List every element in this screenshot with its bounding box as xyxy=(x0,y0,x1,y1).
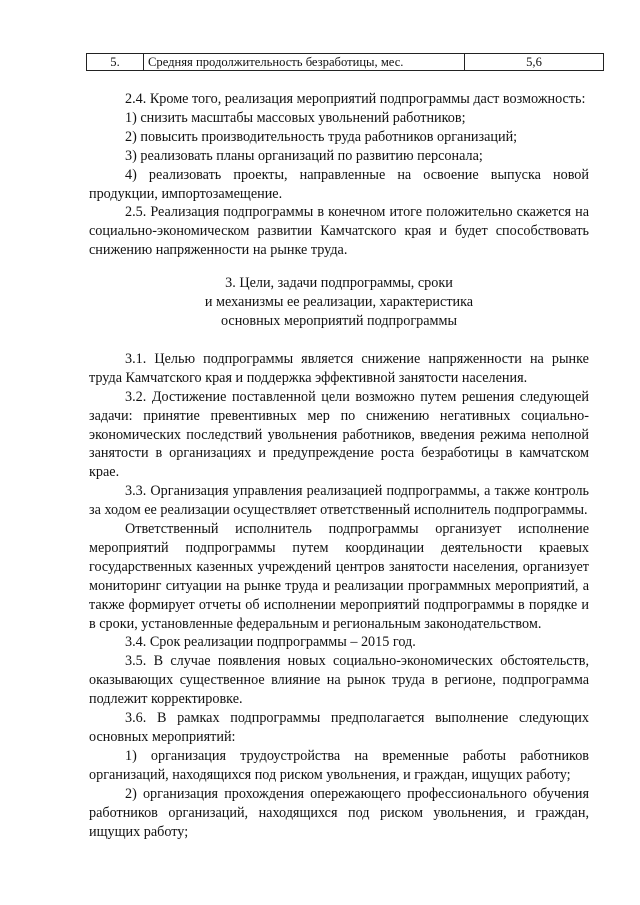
table-row xyxy=(87,54,604,71)
measure-item-1: 1) организация трудоустройства на временные работы работников организаций, находящихся под риском увольнения, и граждан, ищущих работу; xyxy=(89,747,589,783)
paragraph-3-5: 3.5. В случае появления новых социально-экономических обстоятельств, оказывающих существенное влияние на рынок труда в регионе, подпрограмма подлежит корректировке. xyxy=(89,653,589,708)
paragraph-2-5: 2.5. Реализация подпрограммы в конечном итоге положительно скажется на социально-экономическом развитии Камчатского края и будет способствовать снижению напряженности на рынке труда. xyxy=(89,204,589,259)
indicator-table xyxy=(86,53,604,71)
heading-line-1: 3. Цели, задачи подпрограммы, сроки xyxy=(225,275,453,292)
heading-line-3: основных мероприятий подпрограммы xyxy=(220,312,458,329)
paragraph-3-3: 3.3. Организация управления реализацией подпрограммы, а также контроль за ходом ее реализации осуществляет ответственный исполнитель подпрограммы. xyxy=(89,483,589,519)
list-item-1: 1) снизить масштабы массовых увольнений работников; xyxy=(125,109,466,126)
paragraph-3-2: 3.2. Достижение поставленной цели возможно путем решения следующей задачи: принятие превентивных мер по снижению негативных социально-экономических последствий увольнения работников, введения режима неполной занятости в организациях и предупреждение роста безработицы в камчатском крае. xyxy=(89,388,589,481)
list-item-2: 2) повысить производительность труда работников организаций; xyxy=(125,128,518,145)
document-body xyxy=(89,90,589,841)
paragraph-responsible-executor: Ответственный исполнитель подпрограммы организует исполнение мероприятий подпрограммы путем координации деятельности краевых государственных казенных учреждений центров занятости населения, организует мониторинг ситуации на рынке труда и реализации программных мероприятий, а также формирует отчеты об исполнении мероприятий подпрограммы в порядке и в сроки, установленные федеральным и региональным законодательством. xyxy=(89,521,589,632)
indicator-name-cell: Средняя продолжительность безработицы, мес. xyxy=(144,54,465,71)
indicator-value-cell: 5,6 xyxy=(465,54,604,71)
paragraph-3-6: 3.6. В рамках подпрограммы предполагается выполнение следующих основных мероприятий: xyxy=(89,710,589,745)
row-number-cell: 5. xyxy=(87,54,144,71)
paragraph-3-4: 3.4. Срок реализации подпрограммы – 2015 год. xyxy=(125,634,416,651)
section-heading xyxy=(89,274,589,331)
heading-line-2: и механизмы ее реализации, характеристика xyxy=(204,294,474,311)
list-item-4: 4) реализовать проекты, направленные на освоение выпуска новой продукции, импортозамещение. xyxy=(89,166,589,202)
paragraph-3-1: 3.1. Целью подпрограммы является снижение напряженности на рынке труда Камчатского края и поддержка эффективной занятости населения. xyxy=(89,350,589,386)
list-item-3: 3) реализовать планы организаций по развитию персонала; xyxy=(125,147,483,164)
paragraph-2-4: 2.4. Кроме того, реализация мероприятий подпрограммы даст возможность: xyxy=(125,91,586,107)
measure-item-2: 2) организация прохождения опережающего профессионального обучения работников организаций, находящихся под риском увольнения, и граждан, ищущих работу; xyxy=(89,785,589,840)
